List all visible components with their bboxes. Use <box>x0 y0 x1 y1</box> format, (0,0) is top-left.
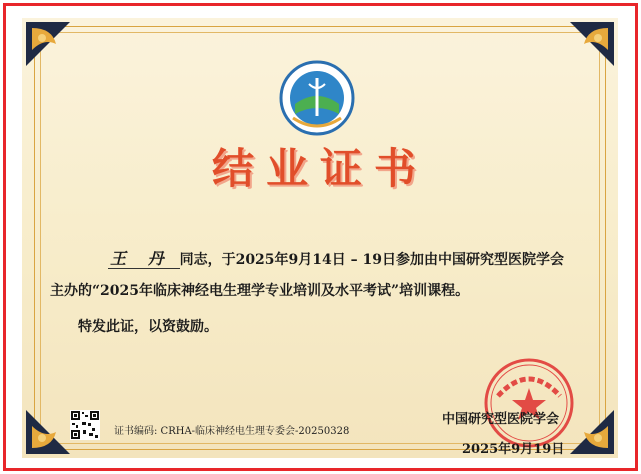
qr-code-icon <box>70 410 100 440</box>
certificate-number: 证书编码: CRHA-临床神经电生理专委会-20250328 <box>114 426 350 437</box>
line-1-text: 同志，于2025年9月14日 – 19日参加由中国研究型医院学会 <box>179 252 564 268</box>
certificate-line-1 <box>108 246 608 269</box>
certificate-title: 结业证书 <box>211 144 428 193</box>
corner-ornament-icon <box>22 18 74 70</box>
corner-ornament-icon <box>22 406 74 458</box>
certificate-paper <box>22 18 618 458</box>
certificate-line-2: 主办的“2025年临床神经电生理学专业培训及水平考试”培训课程。 <box>50 283 470 299</box>
certificate-line-3: 特发此证，以资鼓励。 <box>78 319 218 335</box>
corner-ornament-icon <box>566 18 618 70</box>
screenshot-frame <box>3 3 638 471</box>
official-red-seal-icon <box>482 356 576 450</box>
recipient-name: 王 丹 <box>108 249 180 269</box>
issuer-name: 中国研究型医院学会 <box>442 412 560 427</box>
issue-date: 2025年9月19日 <box>462 442 565 457</box>
society-emblem-icon <box>277 58 357 138</box>
